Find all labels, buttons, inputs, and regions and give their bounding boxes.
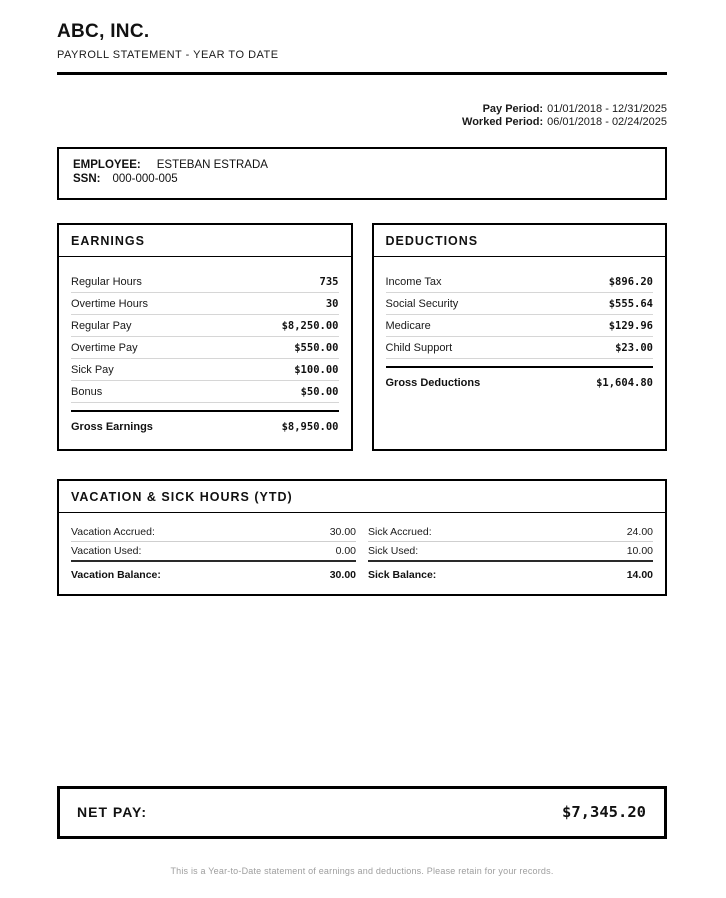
deductions-title: DEDUCTIONS bbox=[374, 225, 666, 257]
table-row bbox=[386, 315, 654, 337]
row-label: Regular Pay bbox=[71, 319, 132, 332]
row-label: Sick Pay bbox=[71, 363, 114, 376]
row-label: Child Support bbox=[385, 341, 453, 354]
table-row bbox=[386, 293, 654, 315]
pay-period-label: Pay Period: bbox=[482, 102, 544, 115]
total-label: Sick Balance: bbox=[368, 568, 437, 581]
row-value: 30 bbox=[325, 297, 339, 310]
vacation-sick-title: VACATION & SICK HOURS (YTD) bbox=[59, 481, 665, 513]
employee-line bbox=[73, 158, 651, 173]
table-row bbox=[71, 542, 356, 561]
period-info bbox=[57, 103, 667, 130]
earnings-title: EARNINGS bbox=[59, 225, 351, 257]
sick-balance-row bbox=[368, 560, 653, 584]
total-label: Vacation Balance: bbox=[71, 568, 161, 581]
net-pay-label: NET PAY: bbox=[77, 804, 147, 820]
row-value: $23.00 bbox=[615, 341, 653, 354]
table-row bbox=[71, 271, 339, 293]
vacation-balance-row bbox=[71, 560, 356, 584]
total-value: 30.00 bbox=[329, 568, 356, 581]
earnings-total-row bbox=[71, 410, 339, 433]
footer-note: This is a Year-to-Date statement of earnings and deductions. Please retain for your records. bbox=[170, 865, 554, 876]
worked-period-line bbox=[57, 116, 667, 130]
total-value: $8,950.00 bbox=[281, 420, 339, 433]
table-row bbox=[368, 542, 653, 561]
table-row bbox=[71, 293, 339, 315]
table-row bbox=[71, 381, 339, 403]
row-label: Sick Accrued: bbox=[368, 525, 432, 538]
document-subtitle: PAYROLL STATEMENT - YEAR TO DATE bbox=[57, 49, 279, 61]
worked-period-value: 06/01/2018 - 02/24/2025 bbox=[547, 116, 667, 128]
table-row bbox=[71, 315, 339, 337]
ssn-line bbox=[73, 172, 651, 187]
vacation-sick-section bbox=[57, 479, 667, 596]
pay-period-line bbox=[57, 103, 667, 117]
row-value: 10.00 bbox=[626, 544, 653, 557]
row-value: 0.00 bbox=[335, 544, 356, 557]
employee-name: ESTEBAN ESTRADA bbox=[156, 158, 268, 171]
row-value: $50.00 bbox=[300, 385, 339, 398]
pay-period-value: 01/01/2018 - 12/31/2025 bbox=[547, 102, 667, 115]
row-value: 735 bbox=[319, 275, 339, 288]
company-name: ABC, INC. bbox=[57, 21, 150, 42]
net-pay-value: $7,345.20 bbox=[562, 803, 646, 821]
table-row bbox=[71, 337, 339, 359]
net-pay-box bbox=[57, 786, 667, 839]
row-value: $550.00 bbox=[294, 341, 339, 354]
header-divider bbox=[57, 72, 667, 75]
row-label: Overtime Pay bbox=[71, 341, 138, 354]
row-label: Medicare bbox=[385, 319, 431, 332]
total-label: Gross Earnings bbox=[71, 420, 153, 433]
row-label: Regular Hours bbox=[71, 275, 142, 288]
earnings-table bbox=[59, 257, 351, 433]
row-value: $100.00 bbox=[294, 363, 339, 376]
row-value: $8,250.00 bbox=[281, 319, 339, 332]
row-value: 24.00 bbox=[626, 525, 653, 538]
row-label: Bonus bbox=[71, 385, 103, 398]
table-row bbox=[71, 523, 356, 542]
row-value: $896.20 bbox=[608, 275, 653, 288]
row-label: Social Security bbox=[385, 297, 459, 310]
total-value: $1,604.80 bbox=[596, 376, 653, 389]
employee-info-box bbox=[57, 147, 667, 200]
deductions-section bbox=[372, 223, 668, 451]
row-label: Sick Used: bbox=[368, 544, 419, 557]
table-row bbox=[386, 271, 654, 293]
row-label: Income Tax bbox=[385, 275, 442, 288]
vacation-sick-grid bbox=[59, 513, 665, 594]
row-label: Vacation Accrued: bbox=[71, 525, 155, 538]
table-row bbox=[368, 523, 653, 542]
earnings-section bbox=[57, 223, 353, 451]
sick-column bbox=[368, 523, 653, 584]
row-value: $129.96 bbox=[608, 319, 653, 332]
vacation-column bbox=[71, 523, 356, 584]
table-row bbox=[71, 359, 339, 381]
employee-label: EMPLOYEE: bbox=[73, 158, 141, 171]
earnings-deductions-row bbox=[57, 223, 667, 451]
table-row bbox=[386, 337, 654, 359]
deductions-table bbox=[374, 257, 666, 389]
total-value: 14.00 bbox=[626, 568, 653, 581]
row-label: Overtime Hours bbox=[71, 297, 149, 310]
row-label: Vacation Used: bbox=[71, 544, 142, 557]
deductions-total-row bbox=[386, 366, 654, 389]
total-label: Gross Deductions bbox=[385, 376, 481, 389]
row-value: $555.64 bbox=[608, 297, 653, 310]
ssn-label: SSN: bbox=[73, 173, 101, 185]
ssn-value: 000-000-005 bbox=[112, 173, 178, 185]
worked-period-label: Worked Period: bbox=[462, 116, 544, 128]
row-value: 30.00 bbox=[329, 525, 356, 538]
